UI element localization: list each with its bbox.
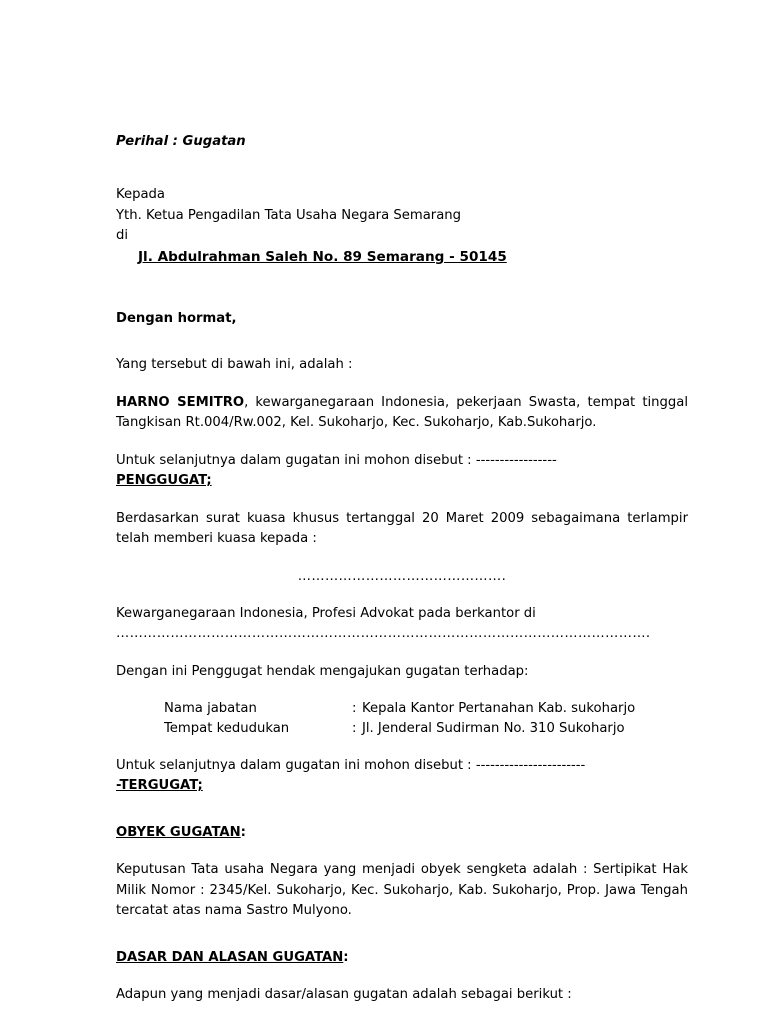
defendant-position-separator: : xyxy=(352,701,357,717)
plaintiff-designation-term: PENGGUGAT; xyxy=(116,473,212,489)
plaintiff-designation-text: Untuk selanjutnya dalam gugatan ini mohon disebut : ----------------- xyxy=(116,452,557,468)
defendant-designation-term: -TERGUGAT; xyxy=(116,778,203,794)
object-text: Keputusan Tata usaha Negara yang menjadi obyek sengketa adalah : Sertipikat Hak Milik Nomor : 2345/Kel. Sukoharjo, Kec. Sukoharjo, Kab. Sukoharjo, Prop. Jawa Tengah tercatat atas nama Sastro Mulyono. xyxy=(116,862,688,919)
spacer xyxy=(116,843,688,860)
defendant-domicile-value: Jl. Jenderal Sudirman No. 310 Sukoharjo xyxy=(362,721,625,737)
recipient-addressee: Yth. Ketua Pengadilan Tata Usaha Negara Semarang xyxy=(116,207,462,223)
recipient-address: Jl. Abdulrahman Saleh No. 89 Semarang - 50145 xyxy=(138,248,507,265)
plaintiff-details: , kewarganegaraan Indonesia, pekerjaan Swasta, tempat tinggal Tangkisan Rt.004/Rw.002, Kel. Sukoharjo, Kec. Sukoharjo, Kab.Sukoharjo. xyxy=(116,394,688,431)
defendant-domicile-label: Tempat kedudukan xyxy=(164,721,290,737)
defendant-position-value: Kepala Kantor Pertanahan Kab. sukoharjo xyxy=(362,701,636,717)
spacer xyxy=(116,152,688,185)
object-heading-row xyxy=(116,823,688,843)
spacer xyxy=(116,797,688,823)
defendant-designation-term-wrap xyxy=(116,776,688,796)
defendant-position-row xyxy=(116,699,688,719)
plaintiff-name: HARNO SEMITRO xyxy=(116,394,245,410)
defendant-domicile-separator: : xyxy=(352,721,357,737)
recipient-at: di xyxy=(116,228,129,244)
spacer xyxy=(116,376,688,393)
plaintiff-paragraph xyxy=(116,393,688,434)
spacer xyxy=(116,434,688,451)
basis-heading-row xyxy=(116,948,688,968)
defendant-domicile-row xyxy=(116,719,688,739)
claim-intro: Dengan ini Penggugat hendak mengajukan gugatan terhadap: xyxy=(116,663,529,679)
spacer xyxy=(116,268,688,309)
spacer xyxy=(116,739,688,756)
power-of-attorney-paragraph: Berdasarkan surat kuasa khusus tertanggal 20 Maret 2009 sebagaimana terlampir telah memberi kuasa kepada : xyxy=(116,510,688,547)
attorney-name-blank: ………………………………………. xyxy=(297,568,507,584)
recipient-to: Kepada xyxy=(116,187,166,203)
defendant-position-label: Nama jabatan xyxy=(164,701,257,717)
spacer xyxy=(116,329,688,355)
spacer xyxy=(116,587,688,604)
spacer xyxy=(116,492,688,509)
document-body xyxy=(116,132,688,1006)
object-heading-colon: : xyxy=(240,824,246,840)
defendant-designation-text: Untuk selanjutnya dalam gugatan ini mohon disebut : ----------------------- xyxy=(116,757,586,773)
basis-heading: DASAR DAN ALASAN GUGATAN xyxy=(116,949,344,965)
object-heading: OBYEK GUGATAN xyxy=(116,824,241,840)
spacer xyxy=(116,550,688,567)
salutation: Dengan hormat, xyxy=(116,310,237,326)
attorney-office-dots: ………………………………………………………………………………………………………. xyxy=(116,626,651,642)
intro-line: Yang tersebut di bawah ini, adalah : xyxy=(116,357,353,373)
spacer xyxy=(116,968,688,985)
subject-line: Perihal : Gugatan xyxy=(116,134,246,149)
spacer xyxy=(116,645,688,662)
basis-intro: Adapun yang menjadi dasar/alasan gugatan adalah sebagai berikut : xyxy=(116,987,572,1003)
spacer xyxy=(116,682,688,699)
basis-heading-colon: : xyxy=(343,949,349,965)
spacer xyxy=(116,922,688,948)
attorney-description: Kewarganegaraan Indonesia, Profesi Advokat pada berkantor di xyxy=(116,605,536,621)
